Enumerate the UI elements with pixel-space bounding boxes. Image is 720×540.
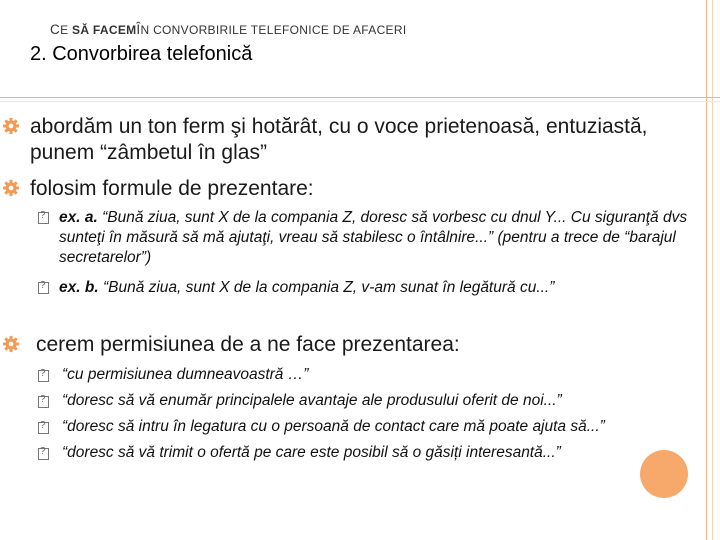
sub-bullet-icon bbox=[38, 448, 49, 460]
gear-icon bbox=[2, 179, 20, 197]
sub-bullet-icon bbox=[38, 422, 49, 434]
example-a: ex. a. “Bună ziua, sunt X de la compania Z, doresc să vorbesc cu dnul Y... Cu siguranţă dvs sunteţi în măsură să mă ajutaţi, vreau să stabilesc o întâlnire...” (pentru a trece de “barajul secretarelor”) bbox=[59, 209, 688, 266]
bullet-text-3: cerem permisiunea de a ne face prezentarea: bbox=[36, 333, 460, 356]
bullet-text-1: abordăm un ton ferm şi hotărât, cu o voce prietenoasă, entuziastă, punem “zâmbetul în glas” bbox=[30, 115, 648, 164]
slide-title: 2. Convorbirea telefonică bbox=[30, 43, 253, 65]
sub-bullet-icon bbox=[38, 396, 49, 408]
slide-kicker: CE SĂ FACEMÎN CONVORBIRILE TELEFONICE DE AFACERI bbox=[50, 22, 407, 37]
phrase-4: “doresc să vă trimit o ofertă pe care este posibil să o găsiți interesantă...” bbox=[62, 444, 561, 461]
phrase-1: “cu permisiunea dumneavoastră …” bbox=[62, 366, 309, 383]
sub-bullet-icon bbox=[38, 212, 49, 224]
right-border-line-inner bbox=[712, 0, 713, 540]
phrase-3: “doresc să intru în legatura cu o persoană de contact care mă poate ajuta să...” bbox=[62, 418, 605, 435]
right-border-line bbox=[706, 0, 707, 540]
sub-bullet-icon bbox=[38, 370, 49, 382]
header-divider bbox=[0, 97, 720, 98]
gear-icon bbox=[2, 335, 20, 353]
gear-icon bbox=[2, 117, 20, 135]
example-b: ex. b. “Bună ziua, sunt X de la compania Z, v-am sunat în legătură cu...” bbox=[59, 279, 555, 296]
bullet-text-2: folosim formule de prezentare: bbox=[30, 177, 314, 200]
header-divider-light bbox=[0, 101, 720, 102]
phrase-2: “doresc să vă enumăr principalele avantaje ale produsului oferit de noi...” bbox=[62, 392, 562, 409]
sub-bullet-icon bbox=[38, 282, 49, 294]
decorative-circle bbox=[640, 450, 688, 498]
